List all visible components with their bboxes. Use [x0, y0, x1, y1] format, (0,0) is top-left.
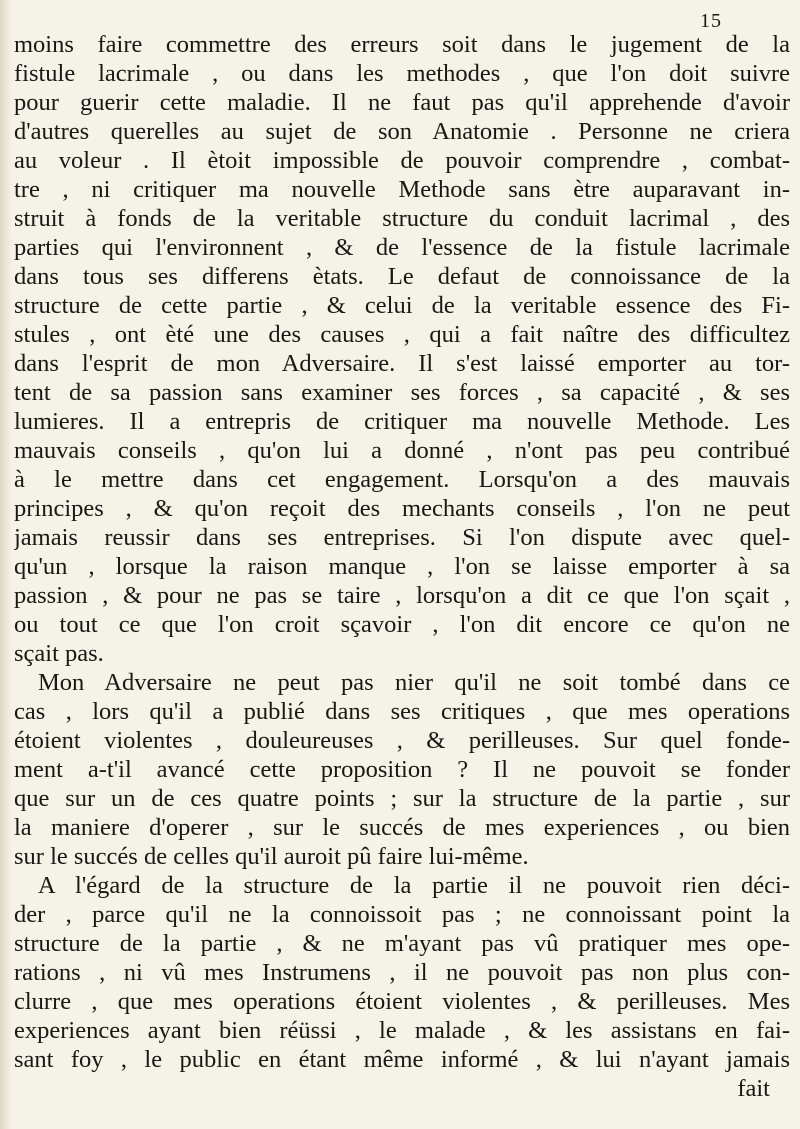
text-line: que sur un de ces quatre points ; sur la structure de la partie , sur [14, 785, 790, 812]
text-line: pour guerir cette maladie. Il ne faut pas qu'il apprehende d'avoir [14, 89, 790, 116]
text-line: étoient violentes , douleureuses , & perilleuses. Sur quel fonde- [14, 727, 790, 754]
text-line: mauvais conseils , qu'on lui a donné , n'ont pas peu contribué [14, 437, 790, 464]
text-line: struit à fonds de la veritable structure du conduit lacrimal , des [14, 205, 790, 232]
text-line: la maniere d'operer , sur le succés de mes experiences , ou bien [14, 814, 790, 841]
text-line: Mon Adversaire ne peut pas nier qu'il ne soit tombé dans ce [38, 669, 790, 696]
text-line: au voleur . Il ètoit impossible de pouvoir comprendre , combat- [14, 147, 790, 174]
text-line: dans l'esprit de mon Adversaire. Il s'est laissé emporter au tor- [14, 350, 790, 377]
text-line: principes , & qu'on reçoit des mechants conseils , l'on ne peut [14, 495, 790, 522]
text-line: moins faire commettre des erreurs soit dans le jugement de la [14, 31, 790, 58]
text-line: clurre , que mes operations étoient violentes , & perilleuses. Mes [14, 988, 790, 1015]
text-line: parties qui l'environnent , & de l'essence de la fistule lacrimale [14, 234, 790, 261]
body-text [14, 30, 790, 1103]
text-line: A l'égard de la structure de la partie il ne pouvoit rien déci- [38, 872, 790, 899]
catchword: fait [737, 1075, 770, 1102]
text-line: fistule lacrimale , ou dans les methodes , que l'on doit suivre [14, 60, 790, 87]
text-line: rations , ni vû mes Instrumens , il ne pouvoit pas non plus con- [14, 959, 790, 986]
text-line: cas , lors qu'il a publié dans ses critiques , que mes operations [14, 698, 790, 725]
text-line: passion , & pour ne pas se taire , lorsqu'on a dit ce que l'on sçait , [14, 582, 790, 609]
text-line: à le mettre dans cet engagement. Lorsqu'on a des mauvais [14, 466, 790, 493]
scan-edge-shadow [0, 0, 12, 1129]
text-line: ment a-t'il avancé cette proposition ? Il ne pouvoit se fonder [14, 756, 790, 783]
text-line: jamais reussir dans ses entreprises. Si l'on dispute avec quel- [14, 524, 790, 551]
text-line: lumieres. Il a entrepris de critiquer ma nouvelle Methode. Les [14, 408, 790, 435]
text-line: dans tous ses differens ètats. Le defaut de connoissance de la [14, 263, 790, 290]
text-line: structure de cette partie , & celui de la veritable essence des Fi- [14, 292, 790, 319]
text-line: sur le succés de celles qu'il auroit pû faire lui-même. [14, 843, 529, 870]
text-line: stules , ont èté une des causes , qui a fait naître des difficultez [14, 321, 790, 348]
text-line: der , parce qu'il ne la connoissoit pas ; ne connoissant point la [14, 901, 790, 928]
text-line: ou tout ce que l'on croit sçavoir , l'on dit encore ce qu'on ne [14, 611, 790, 638]
text-line: structure de la partie , & ne m'ayant pas vû pratiquer mes ope- [14, 930, 790, 957]
text-line: experiences ayant bien réüssi , le malade , & les assistans en fai- [14, 1017, 790, 1044]
text-line: tent de sa passion sans examiner ses forces , sa capacité , & ses [14, 379, 790, 406]
text-line: tre , ni critiquer ma nouvelle Methode sans ètre auparavant in- [14, 176, 790, 203]
page-number: 15 [700, 10, 722, 32]
text-line: sant foy , le public en étant même informé , & lui n'ayant jamais [14, 1046, 790, 1073]
text-line: d'autres querelles au sujet de son Anatomie . Personne ne criera [14, 118, 790, 145]
text-line: qu'un , lorsque la raison manque , l'on se laisse emporter à sa [14, 553, 790, 580]
text-line: sçait pas. [14, 640, 104, 667]
